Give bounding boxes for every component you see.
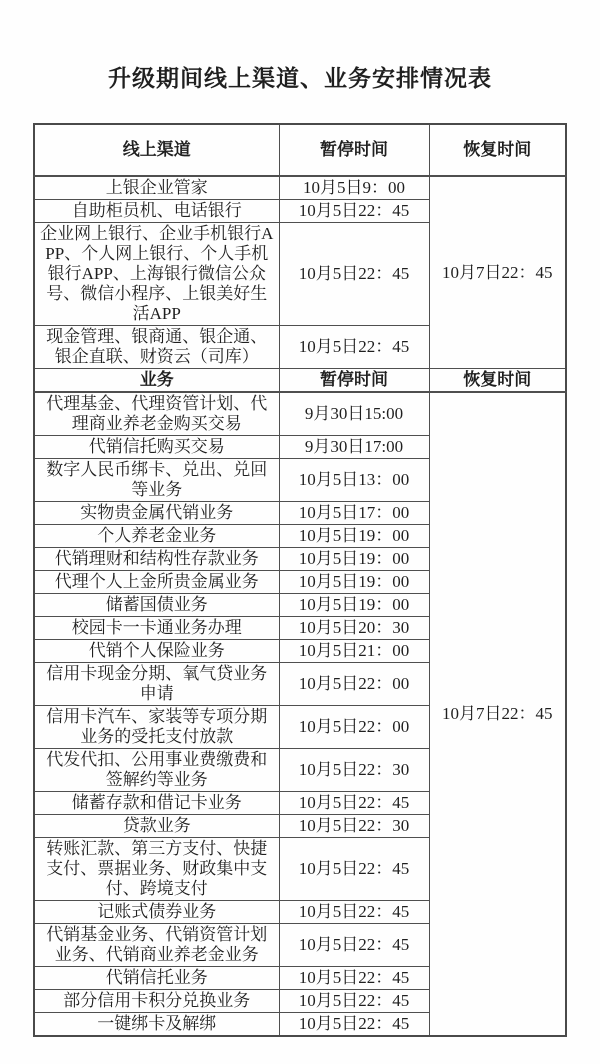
item-name-cell: 记账式债券业务 <box>34 901 279 924</box>
item-name-cell: 企业网上银行、企业手机银行APP、个人网上银行、个人手机银行APP、上海银行微信公众号、微信小程序、上银美好生活APP <box>34 223 279 326</box>
item-name-cell: 个人养老金业务 <box>34 525 279 548</box>
pause-time-cell: 10月5日22：45 <box>279 792 429 815</box>
item-name-cell: 代发代扣、公用事业费缴费和签解约等业务 <box>34 749 279 792</box>
item-name-cell: 贷款业务 <box>34 815 279 838</box>
pause-time-cell: 10月5日19：00 <box>279 525 429 548</box>
recovery-time-cell: 10月7日22：45 <box>429 176 566 369</box>
column-header: 暂停时间 <box>279 369 429 393</box>
item-name-cell: 代销基金业务、代销资管计划业务、代销商业养老金业务 <box>34 924 279 967</box>
pause-time-cell: 10月5日22：45 <box>279 1013 429 1037</box>
item-name-cell: 代理个人上金所贵金属业务 <box>34 571 279 594</box>
item-name-cell: 储蓄存款和借记卡业务 <box>34 792 279 815</box>
pause-time-cell: 10月5日19：00 <box>279 594 429 617</box>
recovery-time-cell: 10月7日22：45 <box>429 392 566 1036</box>
item-name-cell: 上银企业管家 <box>34 176 279 200</box>
page-title: 升级期间线上渠道、业务安排情况表 <box>108 66 492 91</box>
item-name-cell: 部分信用卡积分兑换业务 <box>34 990 279 1013</box>
column-header: 暂停时间 <box>279 124 429 176</box>
column-header: 业务 <box>34 369 279 393</box>
pause-time-cell: 9月30日17:00 <box>279 436 429 459</box>
item-name-cell: 一键绑卡及解绑 <box>34 1013 279 1037</box>
item-name-cell: 数字人民币绑卡、兑出、兑回等业务 <box>34 459 279 502</box>
item-name-cell: 现金管理、银商通、银企通、银企直联、财资云（司库） <box>34 326 279 369</box>
column-header: 线上渠道 <box>34 124 279 176</box>
pause-time-cell: 10月5日19：00 <box>279 548 429 571</box>
item-name-cell: 代销理财和结构性存款业务 <box>34 548 279 571</box>
column-header: 恢复时间 <box>429 369 566 393</box>
schedule-table-body <box>34 124 566 1036</box>
item-name-cell: 信用卡现金分期、氧气贷业务申请 <box>34 663 279 706</box>
pause-time-cell: 10月5日21：00 <box>279 640 429 663</box>
pause-time-cell: 10月5日22：45 <box>279 200 429 223</box>
pause-time-cell: 10月5日22：30 <box>279 815 429 838</box>
pause-time-cell: 10月5日22：00 <box>279 663 429 706</box>
item-name-cell: 代销个人保险业务 <box>34 640 279 663</box>
item-name-cell: 自助柜员机、电话银行 <box>34 200 279 223</box>
pause-time-cell: 10月5日22：45 <box>279 223 429 326</box>
pause-time-cell: 10月5日22：45 <box>279 326 429 369</box>
pause-time-cell: 10月5日20：30 <box>279 617 429 640</box>
pause-time-cell: 10月5日13：00 <box>279 459 429 502</box>
section-1-header-row <box>34 369 566 393</box>
pause-time-cell: 10月5日17：00 <box>279 502 429 525</box>
pause-time-cell: 10月5日22：45 <box>279 990 429 1013</box>
pause-time-cell: 10月5日22：45 <box>279 901 429 924</box>
item-name-cell: 校园卡一卡通业务办理 <box>34 617 279 640</box>
pause-time-cell: 9月30日15:00 <box>279 392 429 436</box>
table-row <box>34 176 566 200</box>
table-row <box>34 392 566 436</box>
item-name-cell: 代销信托购买交易 <box>34 436 279 459</box>
pause-time-cell: 10月5日19：00 <box>279 571 429 594</box>
item-name-cell: 转账汇款、第三方支付、快捷支付、票据业务、财政集中支付、跨境支付 <box>34 838 279 901</box>
pause-time-cell: 10月5日22：00 <box>279 706 429 749</box>
schedule-table <box>33 123 567 1037</box>
item-name-cell: 代理基金、代理资管计划、代理商业养老金购买交易 <box>34 392 279 436</box>
pause-time-cell: 10月5日22：45 <box>279 838 429 901</box>
pause-time-cell: 10月5日22：45 <box>279 967 429 990</box>
pause-time-cell: 10月5日22：45 <box>279 924 429 967</box>
column-header: 恢复时间 <box>429 124 566 176</box>
pause-time-cell: 10月5日22：30 <box>279 749 429 792</box>
section-0-header-row <box>34 124 566 176</box>
item-name-cell: 信用卡汽车、家装等专项分期业务的受托支付放款 <box>34 706 279 749</box>
pause-time-cell: 10月5日9：00 <box>279 176 429 200</box>
item-name-cell: 储蓄国债业务 <box>34 594 279 617</box>
item-name-cell: 实物贵金属代销业务 <box>34 502 279 525</box>
item-name-cell: 代销信托业务 <box>34 967 279 990</box>
